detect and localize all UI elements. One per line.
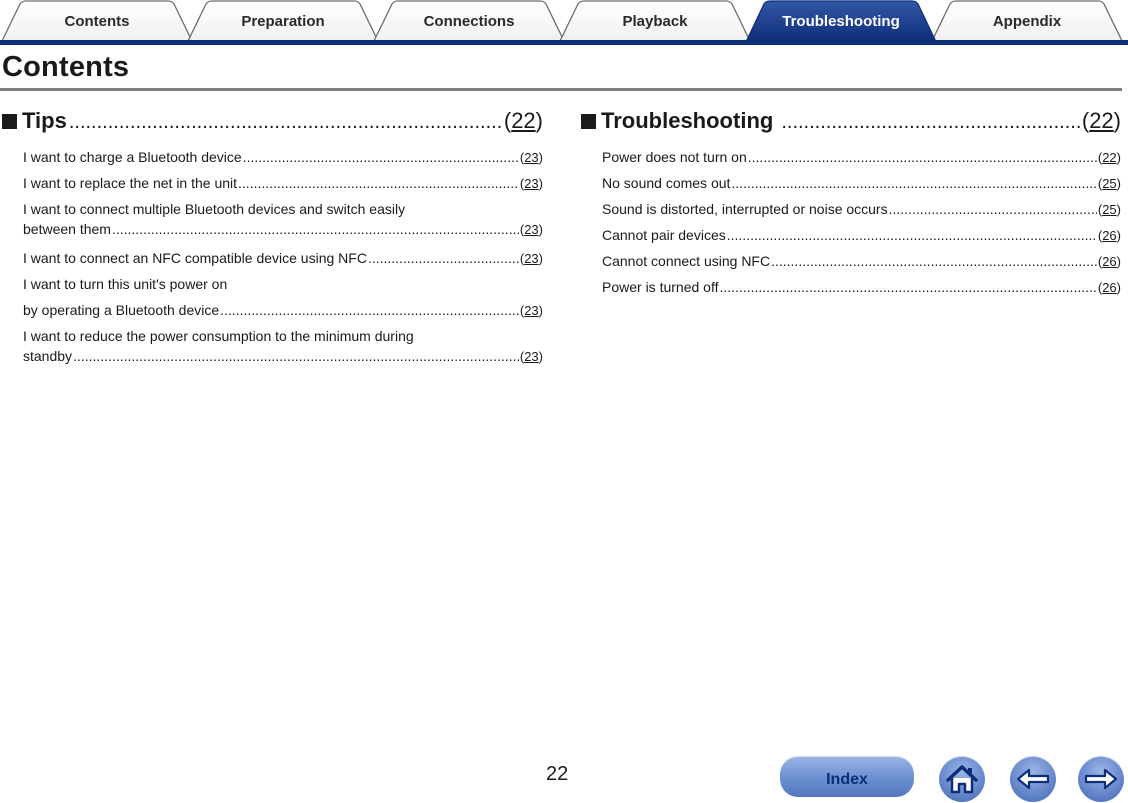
entry-text: No sound comes out [602, 175, 731, 191]
page-ref[interactable]: (22) [1097, 150, 1121, 165]
page-ref[interactable]: (23) [519, 222, 543, 237]
page-ref[interactable]: (26) [1097, 228, 1121, 243]
page-ref[interactable]: (26) [1097, 280, 1121, 295]
tab-bar [0, 0, 1128, 46]
leader-dots [771, 248, 1097, 274]
section-heading: Tips [22, 108, 67, 133]
tab-connections[interactable]: Connections [423, 13, 515, 30]
page-ref[interactable]: (22) [503, 108, 543, 133]
leader-dots [112, 219, 519, 239]
back-button[interactable] [1010, 756, 1056, 802]
square-bullet-icon [2, 114, 17, 129]
leader-dots [781, 111, 1080, 134]
leader-dots [727, 222, 1097, 248]
entry-text: Sound is distorted, interrupted or noise occurs [602, 201, 888, 217]
leader-dots [73, 346, 519, 366]
forward-button[interactable] [1078, 756, 1124, 802]
leader-dots [731, 170, 1096, 196]
tab-contents[interactable]: Contents [64, 13, 130, 30]
page-ref[interactable]: (26) [1097, 254, 1121, 269]
entry-text-line: I want to turn this unit's power on [23, 276, 228, 292]
page-ref[interactable]: (23) [519, 303, 543, 318]
page-ref[interactable]: (23) [519, 150, 543, 165]
entry-text: I want to connect an NFC compatible device using NFC [23, 250, 367, 266]
entry-text: between them [23, 221, 111, 237]
entry-text: I want to charge a Bluetooth device [23, 149, 242, 165]
tab-underline [0, 40, 1128, 45]
toc-entry[interactable] [23, 219, 543, 239]
square-bullet-icon [581, 114, 596, 129]
leader-dots [889, 196, 1097, 222]
toc-entry[interactable] [23, 245, 543, 271]
entry-text: I want to replace the net in the unit [23, 175, 238, 191]
entry-text: Cannot pair devices [602, 227, 726, 243]
page-number: 22 [546, 763, 569, 785]
home-button[interactable] [939, 756, 985, 802]
troubleshooting-heading-row[interactable] [581, 108, 1121, 138]
toc-entry[interactable] [602, 274, 1121, 300]
title-divider [0, 88, 1122, 91]
leader-dots [243, 144, 519, 170]
page-ref[interactable]: (23) [519, 349, 543, 364]
page-ref[interactable]: (23) [519, 251, 543, 266]
tips-heading-row[interactable] [2, 108, 543, 138]
toc-entry[interactable] [602, 170, 1121, 196]
page-ref[interactable]: (23) [519, 176, 543, 191]
entry-text-line: I want to connect multiple Bluetooth devices and switch easily [23, 201, 406, 217]
toc-entry[interactable] [23, 170, 543, 196]
toc-entry[interactable] [23, 144, 543, 170]
arrow-right-icon [1078, 756, 1124, 802]
arrow-left-icon [1010, 756, 1056, 802]
section-heading: Troubleshooting [601, 108, 774, 133]
toc-entry[interactable] [23, 346, 543, 366]
page-ref[interactable]: (25) [1097, 202, 1121, 217]
toc-entry[interactable] [23, 297, 543, 323]
leader-dots [220, 297, 519, 323]
entry-text: Power is turned off [602, 279, 719, 295]
tab-appendix[interactable]: Appendix [992, 13, 1062, 30]
tips-section [2, 108, 543, 372]
toc-entry[interactable] [602, 144, 1121, 170]
entry-text: by operating a Bluetooth device [23, 302, 220, 318]
leader-dots [238, 170, 519, 196]
entry-text-line: I want to reduce the power consumption to the minimum during [23, 328, 414, 344]
toc-entry[interactable] [602, 196, 1121, 222]
page-ref[interactable]: (22) [1081, 108, 1121, 133]
leader-dots [748, 144, 1097, 170]
leader-dots [69, 111, 502, 134]
troubleshooting-section [581, 108, 1121, 300]
tab-troubleshooting[interactable]: Troubleshooting [782, 13, 900, 30]
entry-text: standby [23, 348, 73, 364]
entry-text: Power does not turn on [602, 149, 747, 165]
index-button[interactable]: Index [780, 756, 914, 797]
toc-entry[interactable] [602, 248, 1121, 274]
page-title: Contents [2, 51, 130, 83]
tab-playback[interactable]: Playback [622, 13, 688, 30]
toc-entry[interactable] [602, 222, 1121, 248]
leader-dots [368, 245, 519, 271]
tab-preparation[interactable]: Preparation [241, 13, 325, 30]
leader-dots [719, 274, 1096, 300]
entry-text: Cannot connect using NFC [602, 253, 771, 269]
home-icon [939, 756, 985, 802]
page-ref[interactable]: (25) [1097, 176, 1121, 191]
